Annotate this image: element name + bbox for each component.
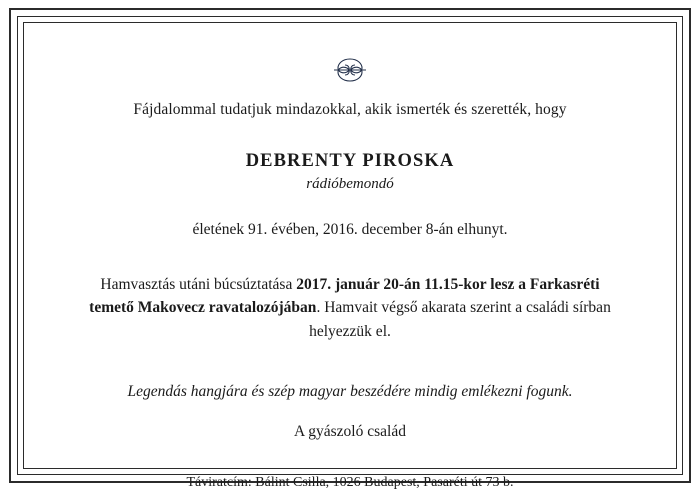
- funeral-lead: Hamvasztás utáni búcsúztatása: [100, 276, 297, 293]
- card-border-middle: [17, 16, 683, 490]
- memory-text: Legendás hangjára és szép magyar beszédére mindig emlékezni fogunk.: [127, 382, 573, 400]
- funeral-details: [64, 273, 636, 343]
- card-border-outer: [9, 8, 691, 490]
- mourning-family: A gyászoló család: [294, 422, 406, 440]
- card-content: [24, 23, 676, 490]
- funeral-emphasis-date: 2017. január 20-án 11.15-kor lesz a Farkasréti temető: [89, 276, 600, 317]
- intro-text: Fájdalommal tudatjuk mindazokkal, akik ismerték és szerették, hogy: [133, 101, 567, 118]
- life-details: életének 91. évében, 2016. december 8-án elhunyt.: [192, 221, 508, 238]
- deceased-name: DEBRENTY PIROSKA: [245, 151, 455, 171]
- telegram-address: Táviratcím: Bálint Csilla, 1026 Budapest, Pasaréti út 73 b.: [186, 474, 514, 490]
- card-border-inner: [23, 22, 677, 490]
- funeral-emphasis-place: Makovecz ravatalozójában: [137, 299, 317, 317]
- decorative-flourish-icon: [320, 55, 380, 89]
- deceased-role: rádióbemondó: [306, 176, 394, 192]
- funeral-tail: . Hamvait végső akarata szerint a családi sírban helyezzük el.: [309, 299, 611, 340]
